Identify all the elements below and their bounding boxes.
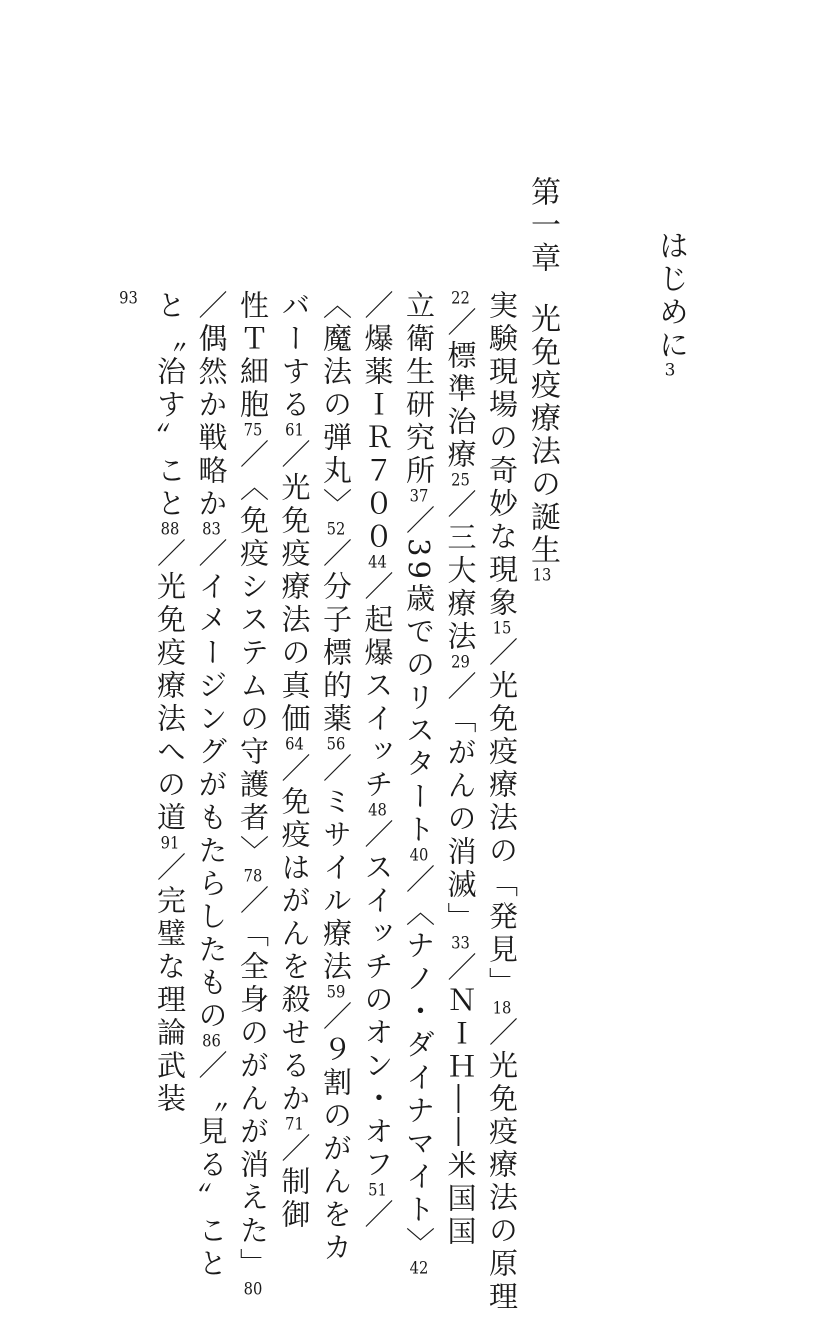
section-title: ／「全身のがんが消えた」 — [236, 885, 270, 1281]
section-title: ／光免疫療法への道 — [153, 538, 187, 835]
page-number: 93 — [119, 290, 138, 307]
page-number: 48 — [368, 802, 387, 819]
section-title: ／ — [360, 1199, 395, 1232]
toc-line — [321, 290, 360, 1265]
page-number: 80 — [243, 1281, 263, 1298]
page-number: 37 — [409, 488, 429, 505]
section-title: ／ミサイル療法 — [319, 753, 353, 984]
section-title: ／ＮＩＨ――米国国 — [443, 952, 478, 1249]
section-title: ／免疫はがんを殺せるか — [277, 753, 312, 1116]
section-title: と〝治す〟こと — [153, 290, 187, 521]
toc-line — [194, 290, 236, 1281]
section-title: ／９割のがんをカ — [319, 1001, 353, 1265]
section-title: 性Ｔ細胞 — [236, 290, 270, 422]
intro-title: はじめに — [653, 230, 688, 362]
page-number: 15 — [492, 620, 512, 637]
page-number: 42 — [409, 1259, 429, 1277]
section-title: ／スイッチのオン・オフ — [360, 819, 395, 1182]
intro-entry — [655, 230, 708, 379]
section-title: 立衛生研究所 — [402, 290, 436, 488]
toc-line — [443, 290, 485, 1249]
section-title: ／〈免疫システムの守護者〉 — [236, 439, 270, 868]
toc-line — [155, 290, 194, 1116]
page-number: 59 — [326, 984, 346, 1001]
section-title: バーする — [277, 290, 312, 422]
section-title: ／偶然か戦略か — [194, 290, 229, 521]
page-number: 61 — [285, 422, 304, 439]
page-number: 51 — [368, 1182, 387, 1199]
page-number: 56 — [326, 736, 346, 753]
toc-line — [487, 290, 526, 1314]
section-title: ／イメージングがもたらしたもの — [194, 538, 229, 1033]
toc-line — [114, 290, 153, 307]
page-number: 78 — [243, 868, 263, 885]
section-title: ／制御 — [277, 1133, 312, 1232]
page-number: 52 — [326, 521, 346, 538]
section-title: ／三大療法 — [443, 489, 478, 654]
toc-line — [277, 290, 319, 1232]
page-number: 22 — [451, 290, 470, 307]
section-title: ／光免疫療法の真価 — [277, 439, 312, 736]
page-number: 33 — [451, 935, 470, 952]
section-title: ／39歳でのリスタート — [402, 505, 436, 847]
section-title: ／起爆スイッチ — [360, 571, 395, 802]
chapter-page-number: 13 — [532, 567, 552, 584]
page-number: 75 — [243, 422, 263, 439]
page-number: 44 — [368, 554, 387, 571]
toc-line — [404, 290, 443, 1277]
section-title: 〈魔法の弾丸〉 — [319, 290, 353, 521]
section-title: ／光免疫療法の原理 — [485, 1017, 519, 1314]
page-number: 29 — [451, 654, 470, 671]
section-title: ／完璧な理論武装 — [153, 852, 187, 1116]
intro-page-number: 3 — [664, 362, 676, 379]
toc-line — [360, 290, 402, 1232]
chapter-label: 第一章 — [525, 176, 560, 275]
page-number: 25 — [451, 472, 470, 489]
section-title: ／爆薬ＩＲ７００ — [360, 290, 395, 554]
chapter-title: 光免疫療法の誕生 — [525, 303, 560, 567]
section-title: ／分子標的薬 — [319, 538, 353, 736]
section-title: ／標準治療 — [443, 307, 478, 472]
page-number: 64 — [285, 736, 304, 753]
section-title: ／〈ナノ・ダイナマイト〉 — [402, 863, 436, 1260]
page-number: 86 — [202, 1033, 221, 1050]
toc-line — [238, 290, 277, 1298]
page-number: 40 — [409, 846, 429, 864]
section-title: ／光免疫療法の「発見」 — [485, 637, 519, 1000]
page-number: 83 — [202, 521, 221, 538]
page-number: 18 — [492, 1000, 512, 1017]
page-number: 91 — [160, 835, 180, 852]
page-number: 71 — [285, 1116, 304, 1133]
chapter-heading — [527, 176, 580, 584]
section-title: ／〝見る〟こと — [194, 1050, 229, 1281]
section-title: ／「がんの消滅」 — [443, 671, 478, 935]
section-title: 実験現場の奇妙な現象 — [485, 290, 519, 620]
page-number: 88 — [160, 521, 180, 538]
